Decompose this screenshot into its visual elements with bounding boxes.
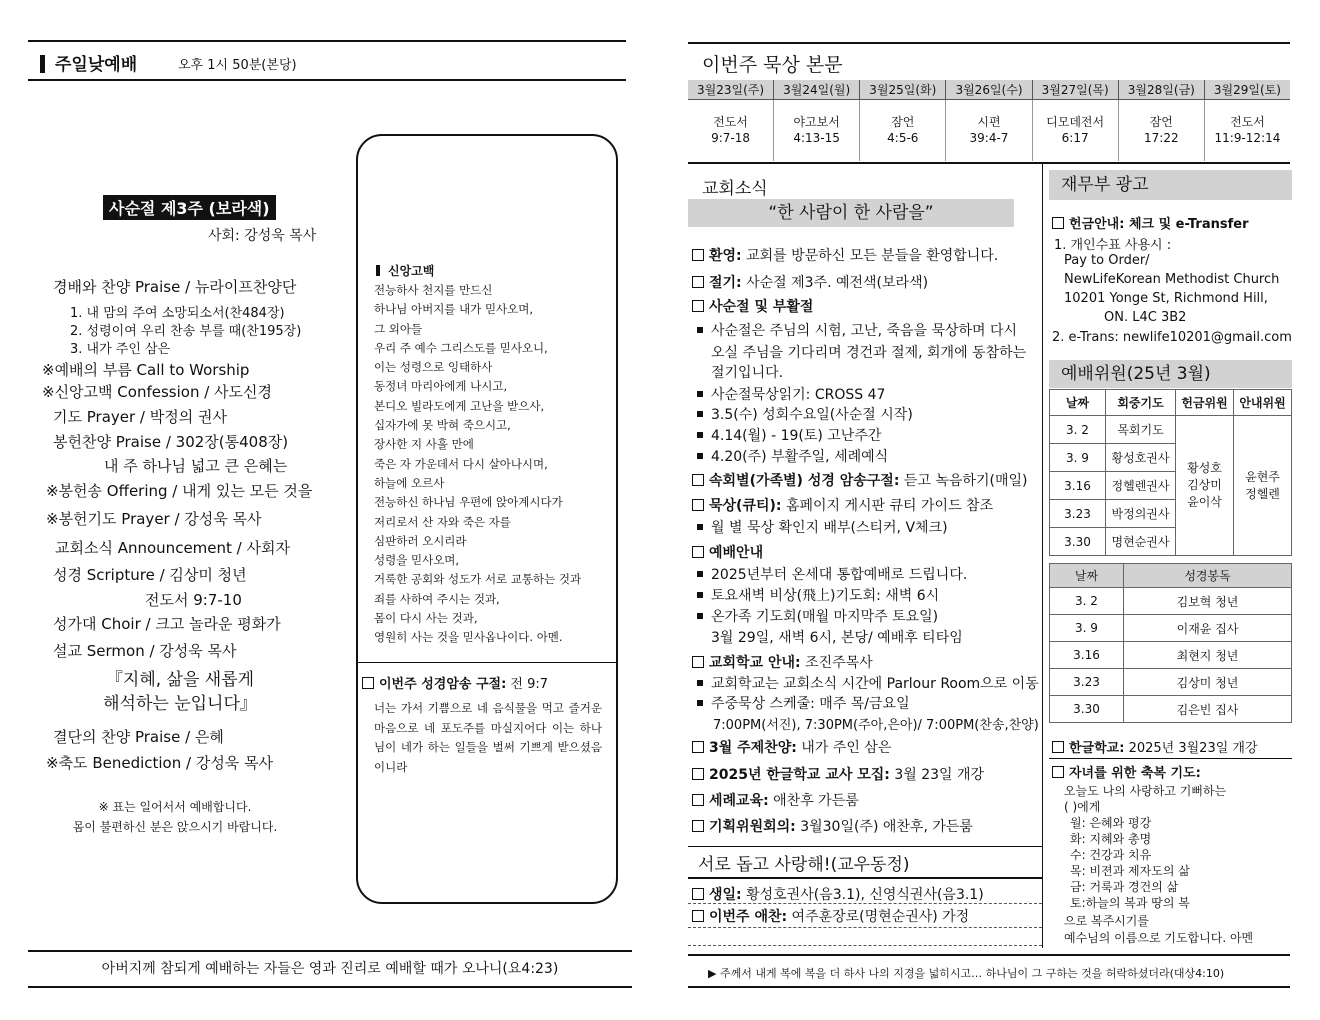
finance-line: Pay to Order/ xyxy=(1064,253,1150,268)
order-scripture: 성경 Scripture / 김상미 청년 xyxy=(53,566,247,584)
prayer-line: 화: 지혜와 총명 xyxy=(1070,832,1152,846)
prayer-line: ( )에게 xyxy=(1064,800,1101,814)
news-lent-item: 사순절묵상읽기: CROSS 47 xyxy=(697,384,885,404)
finance-line: 1. 개인수표 사용시 : xyxy=(1054,238,1172,253)
left-footer-verse: 아버지께 참되게 예배하는 자들은 영과 진리로 예배할 때가 오나니(요4:23) xyxy=(101,961,559,977)
order-confession: ※신앙고백 Confession / 사도신경 xyxy=(42,383,272,401)
finance-title: 재무부 광고 xyxy=(1049,170,1292,200)
table-cell: 명현순권사 xyxy=(1106,528,1176,556)
table-cell: 최현지 청년 xyxy=(1124,642,1292,669)
table-cell: 정헬렌권사 xyxy=(1106,472,1176,500)
prayer-line: 예수님의 이름으로 기도합니다. 아멘 xyxy=(1064,931,1254,945)
reading-passage: 잠언 4:5-6 xyxy=(860,99,946,161)
order-praise: 경배와 찬양 Praise / 뉴라이프찬양단 xyxy=(53,278,297,296)
presider: 사회: 강성욱 목사 xyxy=(208,228,317,244)
order-benediction: ※축도 Benediction / 강성욱 목사 xyxy=(46,754,274,772)
prayer-line: 토:하늘의 복과 땅의 복 xyxy=(1070,896,1190,910)
news-welcome: 환영: 교회를 방문하신 모든 분들을 환영합니다. xyxy=(692,245,998,265)
news-lent-item: 오실 주님을 기다리며 경건과 절제, 회개에 동참하는 xyxy=(711,345,1027,361)
reading-date: 3월29일(토) xyxy=(1204,80,1290,99)
table-cell: 3.23 xyxy=(1050,500,1106,528)
reading-title: 이번주 묵상 본문 xyxy=(702,54,843,76)
finance-line: ON. L4C 3B2 xyxy=(1104,310,1187,325)
finance-line: 2. e-Trans: newlife10201@gmail.com xyxy=(1052,330,1292,345)
table-cell: 김보혁 청년 xyxy=(1124,588,1292,615)
order-prayer: 기도 Prayer / 박정의 권사 xyxy=(53,408,227,426)
table-cell: 김상미 청년 xyxy=(1124,669,1292,696)
praise-song-3: 3. 내가 주인 삼은 xyxy=(70,342,171,357)
table-cell: 3.23 xyxy=(1050,669,1124,696)
table-cell: 김은빈 집사 xyxy=(1124,696,1292,723)
table-cell: 3.16 xyxy=(1050,472,1106,500)
prayer-line: 월: 은혜와 평강 xyxy=(1070,816,1152,830)
standing-note: ※ 표는 일어서서 예배합니다. 몸이 불편하신 분은 앉으시기 바랍니다. xyxy=(72,800,278,834)
praise-song-1: 1. 내 맘의 주여 소망되소서(찬484장) xyxy=(70,306,285,321)
column-header: 회중기도 xyxy=(1106,390,1176,416)
prayer-line: 오늘도 나의 사랑하고 기뻐하는 xyxy=(1064,784,1227,798)
table-cell: 목회기도 xyxy=(1106,416,1176,444)
column-header: 날짜 xyxy=(1050,564,1124,588)
table-cell: 3. 9 xyxy=(1050,615,1124,642)
news-lent-item: 4.14(월) - 19(토) 고난주간 xyxy=(697,425,881,445)
order-commitment: 결단의 찬양 Praise / 은혜 xyxy=(53,728,224,746)
column-header: 안내위원 xyxy=(1234,390,1292,416)
prayer-line: 수: 건강과 치유 xyxy=(1070,848,1152,862)
news-title: 교회소식 xyxy=(702,179,768,199)
column-header: 성경봉독 xyxy=(1124,564,1292,588)
prayer-heading: 자녀를 위한 축복 기도: xyxy=(1052,762,1201,781)
order-offering: ※봉헌송 Offering / 내게 있는 모든 것을 xyxy=(46,482,313,500)
reading-passage: 전도서 11:9-12:14 xyxy=(1204,99,1290,161)
reading-table xyxy=(688,80,1290,161)
news-qt: 묵상(큐티): 홈페이지 게시판 큐티 가이드 참조 xyxy=(692,495,993,515)
news-lent-item: 절기입니다. xyxy=(711,365,784,381)
news-baptism: 세례교육: 애찬후 가든룸 xyxy=(692,790,859,810)
news-worship-item: 온가족 기도회(매월 마지막주 토요일) xyxy=(697,606,938,626)
order-offering-praise: 봉헌찬양 Praise / 302장(통408장) xyxy=(53,433,289,451)
reading-date: 3월27일(목) xyxy=(1032,80,1118,99)
usher-team: 윤현주 정헬렌 xyxy=(1234,416,1292,556)
reading-passage: 디모데전서 6:17 xyxy=(1032,99,1118,161)
table-cell: 3.30 xyxy=(1050,696,1124,723)
table-cell: 3. 2 xyxy=(1050,416,1106,444)
offering-team: 황성호 김상미 윤이삭 xyxy=(1176,416,1234,556)
order-call: ※예배의 부름 Call to Worship xyxy=(42,361,250,379)
order-hymn-title: 내 주 하나님 넓고 큰 은혜는 xyxy=(104,457,288,475)
worship-team-table xyxy=(1049,389,1292,556)
column-header: 날짜 xyxy=(1050,390,1106,416)
prayer-line: 금: 거룩과 경건의 삶 xyxy=(1070,880,1179,894)
order-announcement: 교회소식 Announcement / 사회자 xyxy=(55,539,290,557)
order-choir: 성가대 Choir / 크고 놀라운 평화가 xyxy=(53,615,281,633)
order-scripture-ref: 전도서 9:7-10 xyxy=(145,591,242,609)
news-memorize: 속회별(가족별) 성경 암송구절: 듣고 녹음하기(매일) xyxy=(692,470,1027,490)
news-worship-heading: 예배안내 xyxy=(692,542,763,562)
slogan: “한 사람이 한 사람을” xyxy=(688,199,1014,227)
table-cell: 황성호권사 xyxy=(1106,444,1176,472)
memorize-verse: 너는 가서 기쁨으로 네 음식물을 먹고 즐거운 마음으로 네 포도주를 마실지어다 이는 하나님이 네가 하는 일들을 벌써 기쁘게 받으셨음이니라 xyxy=(374,701,602,774)
table-cell: 3.30 xyxy=(1050,528,1106,556)
news-school: 교회학교 안내: 조진주목사 xyxy=(692,652,873,672)
creed-text: 전능하사 천지를 만드신 하나님 아버지를 내가 믿사오며, 그 외아들 우리 주 예수 그리스도를 믿사오니, 이는 성령으로 잉태하사 동정녀 마리아에게 나시고, 본디오 빌라도에게 고난을 받으사, 십자가에 못 박혀 죽으시고, 장사한 지 사흘 만에 죽은 자 가운데서 다시 살아나시며, 하늘에 오르사 전능하신 하나님 우편에 앉아계시다가 저리로서 산 자와 죽은 자를 심판하러 오시리라 성령을 믿사오며, 거룩한 공회와 성도가 서로 교통하는 것과 죄를 사하여 주시는 것과, 몸이 다시 사는 것과, 영원히 사는 것을 믿사옵나이다. 아멘. xyxy=(374,283,582,645)
reading-passage: 잠언 17:22 xyxy=(1118,99,1204,161)
reading-date: 3월26일(수) xyxy=(946,80,1032,99)
prayer-line: 으로 복주시기를 xyxy=(1064,914,1149,928)
finance-heading: 헌금안내: 체크 및 e-Transfer xyxy=(1052,213,1248,232)
prayer-line: 목: 비젼과 제자도의 삶 xyxy=(1070,864,1190,878)
care-title: 서로 돕고 사랑해!(교우동정) xyxy=(698,855,910,875)
finance-line: NewLifeKorean Methodist Church xyxy=(1064,272,1280,287)
korean-school: 한글학교: 2025년 3월23일 개강 xyxy=(1052,737,1258,756)
table-cell: 3. 2 xyxy=(1050,588,1124,615)
memorize-heading: 이번주 성경암송 구절: 전 9:7 xyxy=(362,673,548,692)
reading-date: 3월25일(화) xyxy=(860,80,946,99)
care-meal: 이번주 애찬: 여주훈장로(명현순권사) 가정 xyxy=(692,906,969,926)
table-cell: 박정의권사 xyxy=(1106,500,1176,528)
news-lent-item: 3.5(수) 성회수요일(사순절 시작) xyxy=(697,404,913,424)
worship-team-title: 예배위원(25년 3월) xyxy=(1049,360,1292,388)
finance-line: 10201 Yonge St, Richmond Hill, xyxy=(1064,291,1268,306)
sermon-title: 『지혜, 삶을 새롭게 해석하는 눈입니다』 xyxy=(103,670,257,714)
table-cell: 이재윤 집사 xyxy=(1124,615,1292,642)
reading-passage: 시편 39:4-7 xyxy=(946,99,1032,161)
order-offering-prayer: ※봉헌기도 Prayer / 강성욱 목사 xyxy=(46,510,262,528)
news-worship-item: 3월 29일, 새벽 6시, 본당/ 예배후 티타임 xyxy=(711,630,963,646)
service-title: 주일낮예배 xyxy=(40,50,137,75)
news-school-item: 주중묵상 스케줄: 매주 목/금요일 xyxy=(697,693,910,713)
news-qt-item: 월 별 묵상 확인지 배부(스티커, V체크) xyxy=(697,517,948,537)
service-time: 오후 1시 50분(본당) xyxy=(178,58,297,73)
news-school-item: 교회학교는 교회소식 시간에 Parlour Room으로 이동 xyxy=(697,673,1039,693)
news-lent-item: 4.20(주) 부활주일, 세례예식 xyxy=(697,446,888,466)
news-season: 절기: 사순절 제3주. 예전색(보라색) xyxy=(692,272,928,292)
table-cell: 3.16 xyxy=(1050,642,1124,669)
news-worship-item: 2025년부터 온세대 통합예배로 드립니다. xyxy=(697,564,967,584)
reading-passage: 야고보서 4:13-15 xyxy=(774,99,860,161)
praise-song-2: 2. 성령이여 우리 찬송 부를 때(찬195장) xyxy=(70,324,302,339)
reading-date: 3월28일(금) xyxy=(1118,80,1204,99)
news-theme-song: 3월 주제찬양: 내가 주인 삼은 xyxy=(692,737,891,757)
creed-heading: 신앙고백 xyxy=(376,262,434,279)
news-school-item: 7:00PM(서진), 7:30PM(주아,은아)/ 7:00PM(찬송,찬양) xyxy=(713,718,1039,733)
news-worship-item: 토요새벽 비상(飛上)기도회: 새벽 6시 xyxy=(697,585,939,605)
column-header: 헌금위원 xyxy=(1176,390,1234,416)
reading-date: 3월24일(월) xyxy=(774,80,860,99)
news-lent-heading: 사순절 및 부활절 xyxy=(692,296,813,316)
news-planning: 기획위원회의: 3월30일(주) 애찬후, 가든룸 xyxy=(692,816,973,836)
news-lent-item: 사순절은 주님의 시험, 고난, 죽음을 묵상하며 다시 xyxy=(697,320,1017,340)
right-footer-verse: ▶ 주께서 내게 복에 복을 더 하사 나의 지경을 넓히시고… 하나님이 그 구하는 것을 허락하셨더라(대상4:10) xyxy=(708,967,1225,980)
scripture-reader-table xyxy=(1049,563,1292,723)
news-teacher: 2025년 한글학교 교사 모집: 3월 23일 개강 xyxy=(692,764,984,784)
care-birthday: 생일: 황성호권사(음3.1), 신영식권사(음3.1) xyxy=(692,884,984,904)
order-sermon: 설교 Sermon / 강성욱 목사 xyxy=(53,642,237,660)
season-label: 사순절 제3주 (보라색) xyxy=(103,195,276,220)
table-cell: 3. 9 xyxy=(1050,444,1106,472)
reading-date: 3월23일(주) xyxy=(688,80,774,99)
reading-passage: 전도서 9:7-18 xyxy=(711,115,750,146)
